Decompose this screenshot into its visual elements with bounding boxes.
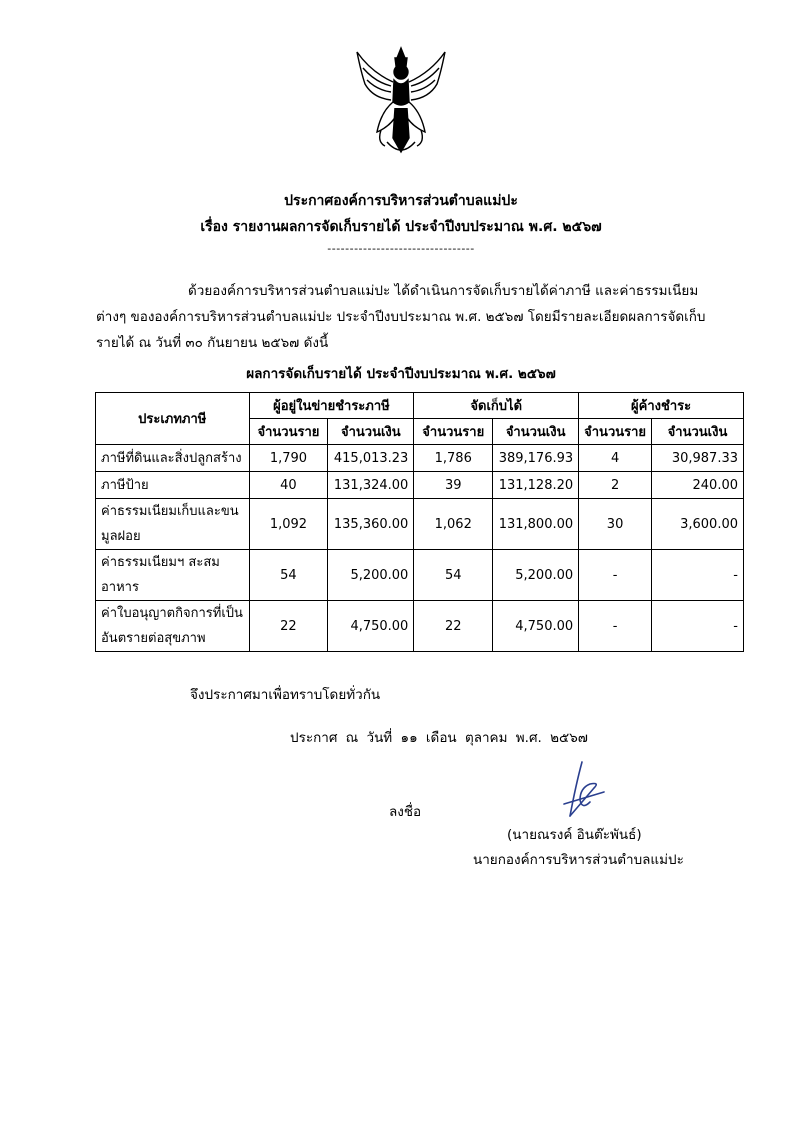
collected-amount-cell: 5,200.00 xyxy=(493,550,579,601)
handwritten-signature-icon xyxy=(560,758,610,828)
announcement-subject: เรื่อง รายงานผลการจัดเก็บรายได้ ประจำปีงบประมาณ พ.ศ. ๒๕๖๗ xyxy=(200,219,602,235)
tax-type-cell: ภาษีที่ดินและสิ่งปลูกสร้าง xyxy=(96,445,250,472)
taxpayer-count-cell: 54 xyxy=(249,550,328,601)
collected-amount-cell: 4,750.00 xyxy=(493,601,579,652)
outstanding-count-cell: 30 xyxy=(579,499,652,550)
outstanding-amount-cell: - xyxy=(652,550,744,601)
outstanding-count-cell: 4 xyxy=(579,445,652,472)
signatory-name: (นายณรงค์ อินต๊ะพันธ์) xyxy=(507,827,642,843)
subheader-count: จำนวนราย xyxy=(249,419,328,445)
header-tax-type: ประเภทภาษี xyxy=(96,393,250,445)
header-group-taxpayers: ผู้อยู่ในข่ายชำระภาษี xyxy=(249,393,414,419)
collected-count-cell: 54 xyxy=(414,550,493,601)
outstanding-amount-cell: 3,600.00 xyxy=(652,499,744,550)
taxpayer-count-cell: 22 xyxy=(249,601,328,652)
collected-count-cell: 39 xyxy=(414,472,493,499)
collected-count-cell: 22 xyxy=(414,601,493,652)
subheader-amount: จำนวนเงิน xyxy=(493,419,579,445)
outstanding-count-cell: 2 xyxy=(579,472,652,499)
taxpayer-amount-cell: 131,324.00 xyxy=(328,472,414,499)
tax-type-cell: ค่าธรรมเนียมฯ สะสม อาหาร xyxy=(96,550,250,601)
table-row xyxy=(96,445,744,472)
table-row xyxy=(96,472,744,499)
collected-count-cell: 1,786 xyxy=(414,445,493,472)
table-row xyxy=(96,601,744,652)
table-caption: ผลการจัดเก็บรายได้ ประจำปีงบประมาณ พ.ศ. ๒๕๖๗ xyxy=(246,366,556,382)
outstanding-amount-cell: 240.00 xyxy=(652,472,744,499)
collected-amount-cell: 389,176.93 xyxy=(493,445,579,472)
taxpayer-amount-cell: 5,200.00 xyxy=(328,550,414,601)
announcement-date: ประกาศ ณ วันที่ ๑๑ เดือน ตุลาคม พ.ศ. ๒๕๖๗ xyxy=(290,730,588,746)
revenue-table xyxy=(95,392,744,652)
intro-paragraph: ด้วยองค์การบริหารส่วนตำบลแม่ปะ ได้ดำเนินการจัดเก็บรายได้ค่าภาษี และค่าธรรมเนียมต่างๆ ขององค์การบริหารส่วนตำบลแม่ปะ ประจำปีงบประมาณ พ.ศ. ๒๕๖๗ โดยมีรายละเอียดผลการจัดเก็บรายได้ ณ วันที่ ๓๐ กันยายน ๒๕๖๗ ดังนี้ xyxy=(96,283,706,351)
taxpayer-count-cell: 1,790 xyxy=(249,445,328,472)
subheader-amount: จำนวนเงิน xyxy=(652,419,744,445)
taxpayer-count-cell: 1,092 xyxy=(249,499,328,550)
outstanding-amount-cell: - xyxy=(652,601,744,652)
table-row xyxy=(96,499,744,550)
outstanding-count-cell: - xyxy=(579,550,652,601)
tax-type-cell: ค่าธรรมเนียมเก็บและขน มูลฝอย xyxy=(96,499,250,550)
subheader-amount: จำนวนเงิน xyxy=(328,419,414,445)
collected-amount-cell: 131,800.00 xyxy=(493,499,579,550)
closing-statement: จึงประกาศมาเพื่อทราบโดยทั่วกัน xyxy=(190,687,381,703)
sign-label: ลงชื่อ xyxy=(389,804,422,820)
header-group-collected: จัดเก็บได้ xyxy=(414,393,579,419)
taxpayer-amount-cell: 135,360.00 xyxy=(328,499,414,550)
divider-rule: --------------------------------- xyxy=(327,242,475,255)
taxpayer-amount-cell: 4,750.00 xyxy=(328,601,414,652)
tax-type-cell: ภาษีป้าย xyxy=(96,472,250,499)
taxpayer-amount-cell: 415,013.23 xyxy=(328,445,414,472)
collected-count-cell: 1,062 xyxy=(414,499,493,550)
garuda-emblem-icon xyxy=(351,42,451,160)
collected-amount-cell: 131,128.20 xyxy=(493,472,579,499)
subheader-count: จำนวนราย xyxy=(414,419,493,445)
taxpayer-count-cell: 40 xyxy=(249,472,328,499)
tax-type-cell: ค่าใบอนุญาตกิจการที่เป็น อันตรายต่อสุขภาพ xyxy=(96,601,250,652)
outstanding-amount-cell: 30,987.33 xyxy=(652,445,744,472)
subheader-count: จำนวนราย xyxy=(579,419,652,445)
signatory-position: นายกองค์การบริหารส่วนตำบลแม่ปะ xyxy=(473,852,684,868)
header-group-outstanding: ผู้ค้างชำระ xyxy=(579,393,744,419)
table-row xyxy=(96,550,744,601)
outstanding-count-cell: - xyxy=(579,601,652,652)
announcement-title: ประกาศองค์การบริหารส่วนตำบลแม่ปะ xyxy=(284,193,518,209)
